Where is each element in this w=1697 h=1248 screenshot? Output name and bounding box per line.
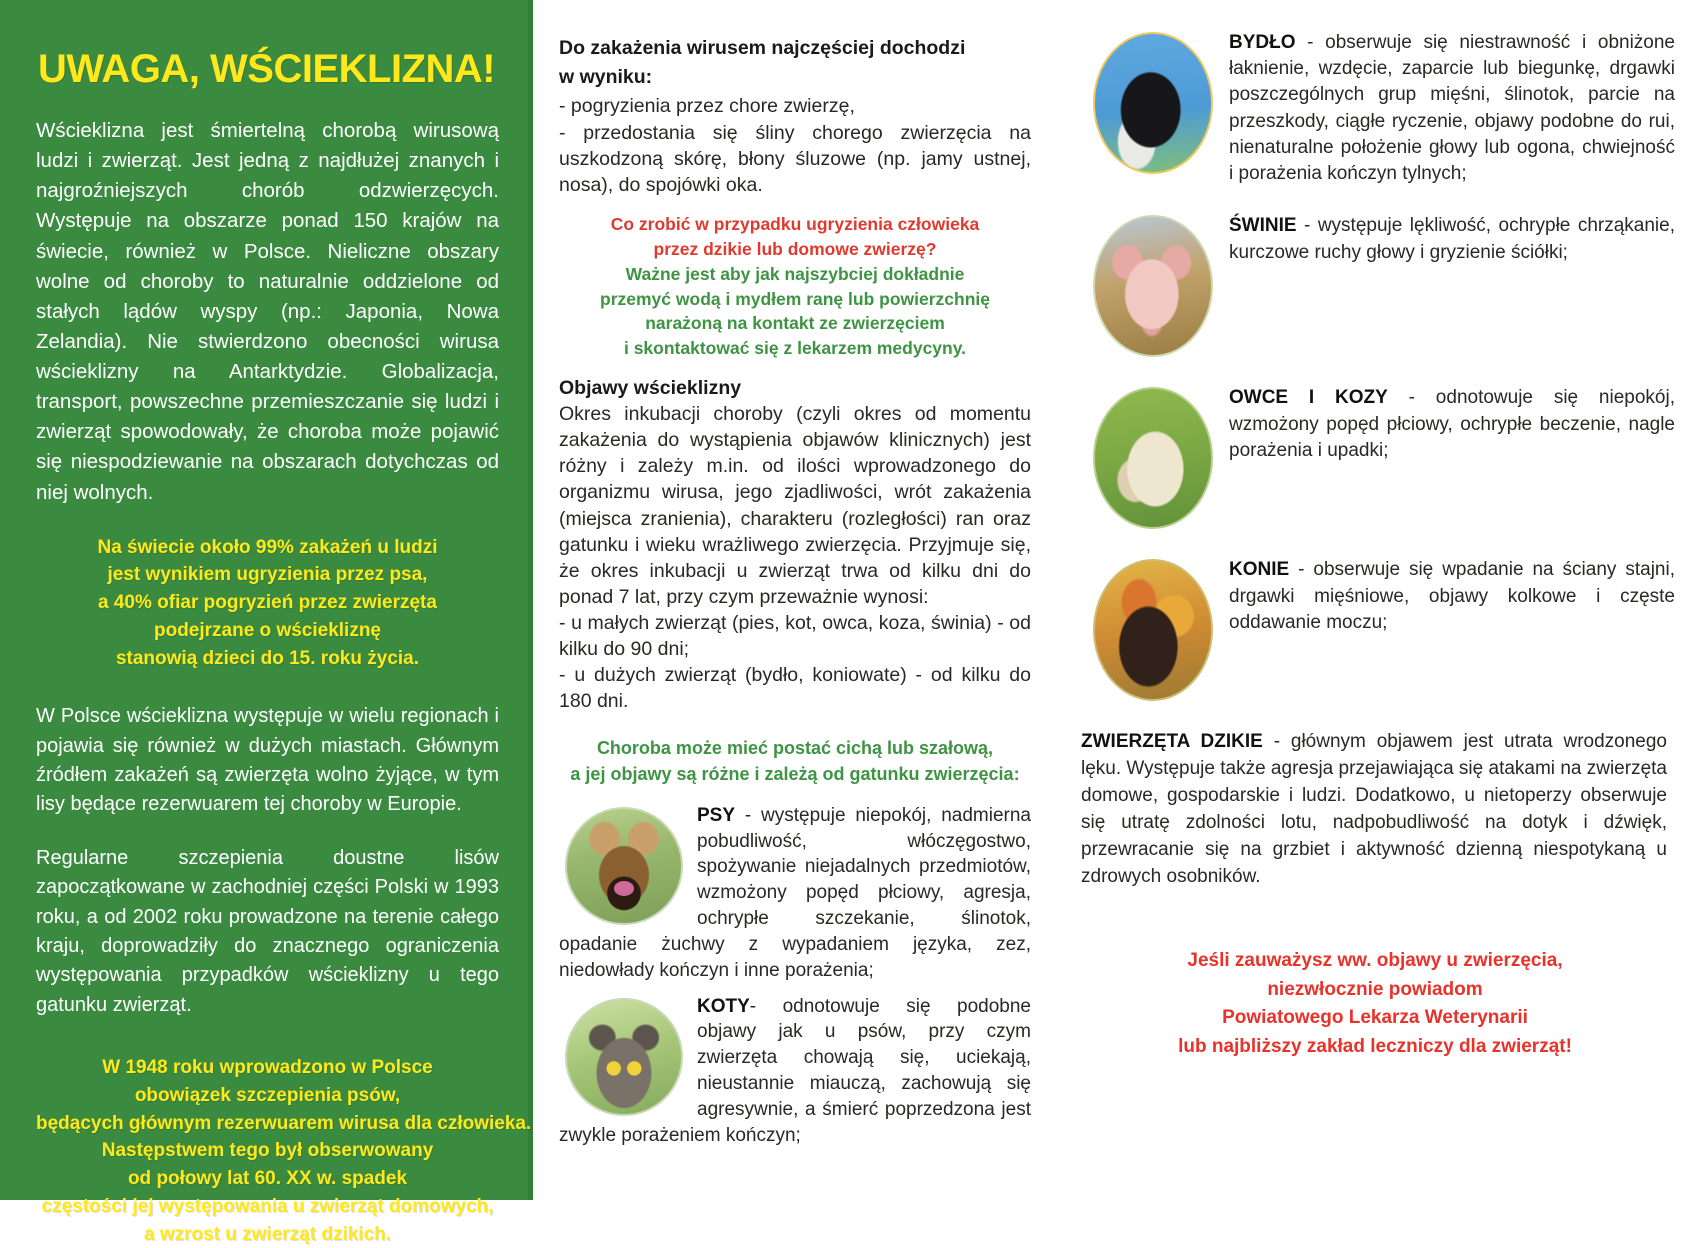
yellow-line: jest wynikiem ugryzienia przez psa,	[107, 564, 428, 586]
incubation-large-animals: - u dużych zwierząt (bydło, koniowate) - od kilku do 180 dni.	[559, 664, 1031, 713]
green-line: narażoną na kontakt ze zwierzęciem	[645, 313, 945, 334]
yellow-line: Następstwem tego był obserwowany	[101, 1140, 434, 1162]
right-column	[1053, 0, 1697, 1200]
callout-line: a jej objawy są różne i zależą od gatunku zwierzęcia:	[570, 763, 1020, 784]
pig-text: - występuje lękliwość, ochrypłe chrząkanie, kurczowe ruchy głowy i gryzienie ściółki;	[1229, 215, 1675, 263]
sheep-text: - odnotowuje się niepokój, wzmożony popęd płciowy, ochrypłe beczenie, nagle porażenia i upadki;	[1229, 387, 1675, 461]
yellow-line: będących głównym rezerwuarem wirusa dla człowieka.	[36, 1112, 532, 1134]
yellow-line: obowiązek szczepienia psów,	[134, 1084, 401, 1106]
dog-label: PSY	[697, 804, 736, 826]
cat-photo	[565, 998, 683, 1116]
red-question-block	[559, 212, 1031, 262]
yellow-line: Na świecie około 99% zakażeń u ludzi	[97, 536, 438, 558]
yellow-line: a 40% ofiar pogryzień przez zwierzęta	[98, 592, 437, 614]
yellow-line: od połowy lat 60. XX w. spadek	[127, 1168, 408, 1190]
symptoms-heading: Objawy wścieklizny	[559, 377, 742, 400]
callout-line: lub najbliższy zakład leczniczy dla zwierząt!	[1178, 1035, 1572, 1057]
page-title: UWAGA, WŚCIEKLIZNA!	[38, 47, 496, 91]
green-line: i skontaktować się z lekarzem medycyny.	[623, 338, 967, 359]
paragraph-poland-regions: W Polsce wścieklizna występuje w wielu regionach i pojawia się również w dużych miastach. Głównym źródłem zakażeń są zwierzęta wolno żyjące, w tym lisy będące rezerwuarem tej choroby w Europie.	[36, 705, 499, 816]
incubation-small-animals: - u małych zwierząt (pies, kot, owca, koza, świnia) - od kilku do 90 dni;	[559, 612, 1031, 661]
animal-entry-pigs	[1075, 213, 1675, 359]
animal-entry-horses	[1075, 557, 1675, 703]
yellow-statistic-block-2	[36, 1054, 532, 1248]
paragraph-fox-vaccination: Regularne szczepienia doustne lisów zapoczątkowane w zachodniej części Polski w 1993 roku, a od 2002 roku prowadzone na terenie całego kraju, doprowadziły do znacznego ograniczenia występowania przypadków wścieklizny u tego gatunku zwierząt.	[36, 846, 499, 1016]
middle-column	[533, 0, 1053, 1200]
pig-photo	[1093, 215, 1213, 357]
yellow-statistic-block-1	[36, 534, 499, 673]
green-line: przemyć wodą i mydłem ranę lub powierzchnię	[600, 288, 990, 309]
cat-text: - odnotowuje się podobne objawy jak u psów, przy czym zwierzęta chowają się, uciekają, nieustannie miauczą, zachowują się agresywnie, a śmierć poprzedzona jest zwykle porażeniem kończyn;	[559, 995, 1031, 1146]
green-advice-block	[559, 262, 1031, 361]
cattle-text: - obserwuje się niestrawność i obniżone łaknienie, wzdęcie, zaparcie lub biegunkę, drgawki poszczególnych grup mięśni, ślinotok, parcie na przeszkody, ciągłe ryczenie, objawy podobne do rui, nienaturalne położenie głowy lub ogona, chwiejność i porażenia kończyn tylnych;	[1229, 32, 1675, 185]
callout-line: Powiatowego Lekarza Weterynarii	[1222, 1007, 1528, 1029]
horse-text: - obserwuje się wpadanie na ściany stajni, drgawki mięśniowe, objawy kolkowe i częste oddawanie moczu;	[1229, 559, 1675, 633]
red-line: przez dzikie lub domowe zwierzę?	[653, 238, 937, 259]
yellow-line: podejrzane o wściekliznę	[153, 619, 382, 641]
intro-paragraph: Wścieklizna jest śmiertelną chorobą wirusową ludzi i zwierząt. Jest jedną z najdłużej znanych i najgroźniejszych chorób odzwierzęcych. Występuje na obszarze ponad 150 krajów na świecie, również w Polsce. Nieliczne obszary wolne od choroby to naturalnie oddzielone od stałych lądów wyspy (np.: Japonia, Nowa Zelandia). Nie stwierdzono obecności wirusa wścieklizny na Antarktydzie. Globalizacja, transport, powszechne przemieszczanie się ludzi i zwierząt spowodowały, że choroba może pojawić się niespodziewanie na obszarach dotychczas od niej wolnych.	[36, 119, 499, 504]
left-green-panel	[0, 0, 533, 1245]
infection-item-saliva: - przedostania się śliny chorego zwierzęcia na uszkodzoną skórę, błony śluzowe (np. jamy ustnej, nosa), do spojówki oka.	[559, 121, 1031, 196]
dog-text: - występuje niepokój, nadmierna pobudliwość, włóczęgostwo, spożywanie niejadalnych przedmiotów, wzmożony popęd płciowy, agresja, ochrypłe szczekanie, ślinotok, opadanie żuchwy z wypadaniem języka, zez, niedowłady kończyn i inne porażenia;	[559, 804, 1031, 981]
yellow-line: częstości jej występowania u zwierząt domowych,	[41, 1195, 494, 1217]
callout-line: Choroba może mieć postać cichą lub szałową,	[596, 737, 994, 758]
cow-photo	[1093, 32, 1213, 174]
disease-forms-callout	[559, 735, 1031, 787]
animal-entry-dogs	[559, 803, 1031, 984]
pig-label: ŚWINIE	[1229, 215, 1297, 237]
horse-photo	[1093, 559, 1213, 701]
horse-label: KONIE	[1229, 559, 1290, 581]
sheep-photo	[1093, 387, 1213, 529]
wild-animals-label: ZWIERZĘTA DZIKIE	[1081, 731, 1263, 753]
dog-photo	[565, 807, 683, 925]
cat-label: KOTY	[697, 995, 750, 1017]
infection-heading-line2: w wyniku:	[559, 65, 653, 88]
animal-entry-sheep-goats	[1075, 385, 1675, 531]
callout-line: Jeśli zauważysz ww. objawy u zwierzęcia,	[1187, 950, 1563, 972]
wild-animals-description	[1081, 729, 1667, 891]
green-line: Ważne jest aby jak najszybciej dokładnie	[625, 263, 965, 284]
symptoms-paragraph: Okres inkubacji choroby (czyli okres od momentu zakażenia do wystąpienia objawów klinicznych) jest różny i zależy m.in. od ilości wprowadzonego do organizmu wirusa, jego zjadliwości, wrót zakażenia (miejsca zranienia), charakteru (rozległości) ran oraz gatunku i wieku wrażliwego zwierzęcia. Przyjmuje się, że okres inkubacji u zwierząt trwa od kilku dni do ponad 7 lat, przy czym przeważnie wynosi:	[559, 403, 1031, 608]
infection-item-bite: - pogryzienia przez chore zwierzę,	[559, 95, 855, 118]
animal-entry-cattle	[1075, 30, 1675, 187]
yellow-line: a wzrost u zwierząt dzikich.	[143, 1223, 392, 1245]
animal-entry-cats	[559, 994, 1031, 1149]
cattle-label: BYDŁO	[1229, 32, 1296, 53]
yellow-line: W 1948 roku wprowadzono w Polsce	[102, 1057, 433, 1079]
wild-animals-text: - głównym objawem jest utrata wrodzonego lęku. Występuje także agresja przejawiająca się atakami na zwierzęta domowe, gospodarskie i ludzi. Dodatkowo, u nietoperzy obserwuje się utratę zdolności lotu, nadpobudliwość na dotyk i dźwięk, przewracanie się na grzbiet i aktywność dzienną niespotykaną u zdrowych osobników.	[1081, 731, 1667, 888]
red-line: Co zrobić w przypadku ugryzienia człowieka	[610, 213, 980, 234]
report-callout	[1075, 947, 1675, 1061]
callout-line: niezwłocznie powiadom	[1267, 978, 1483, 1000]
infection-heading-line1: Do zakażenia wirusem najczęściej dochodzi	[559, 37, 966, 59]
sheep-label: OWCE I KOZY	[1229, 387, 1388, 409]
yellow-line: stanowią dzieci do 15. roku życia.	[115, 647, 420, 669]
